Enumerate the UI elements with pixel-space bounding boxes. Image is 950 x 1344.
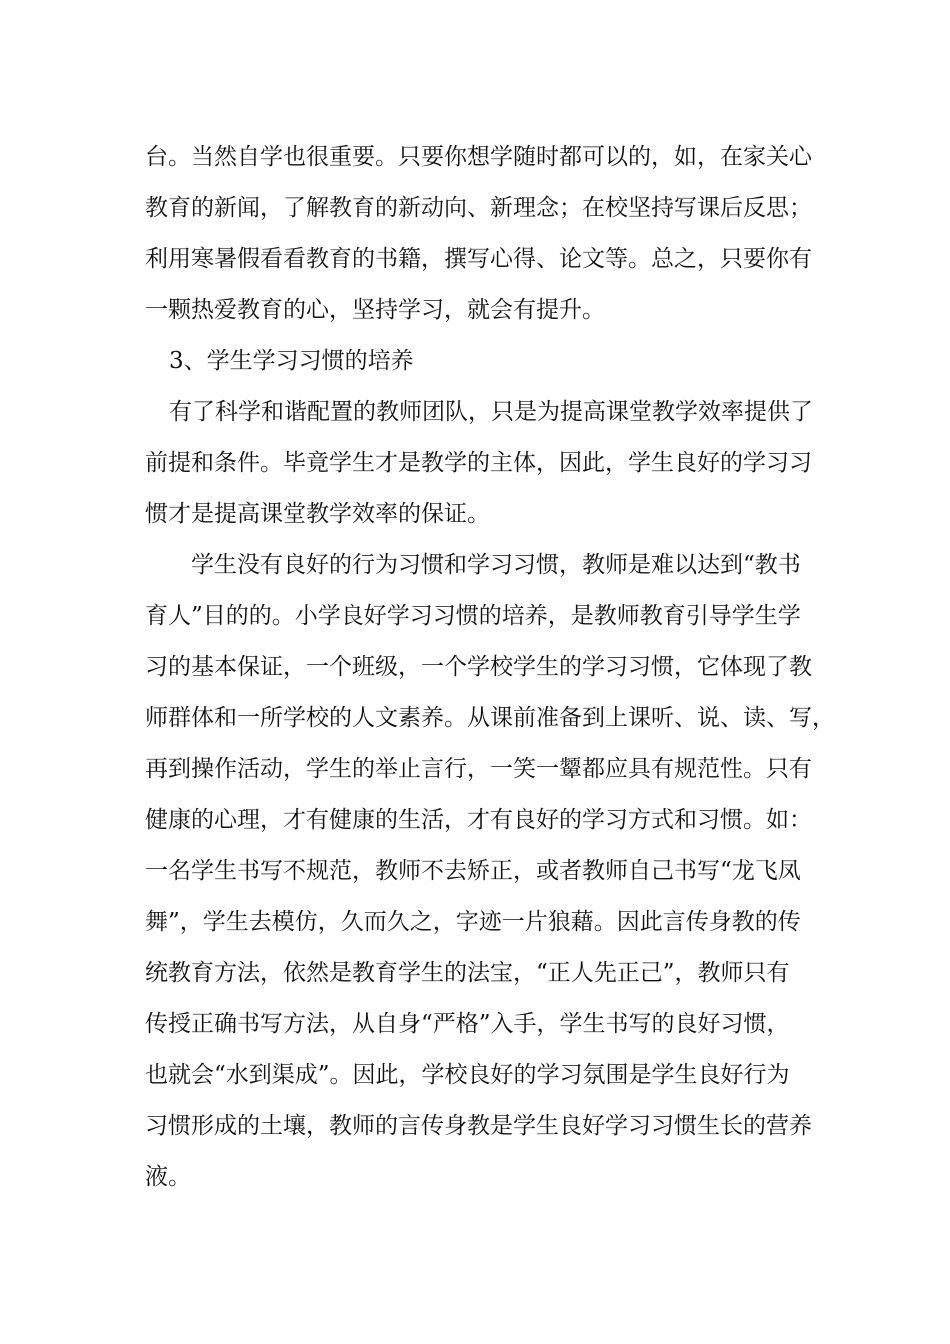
text-line: 教育的新闻，了解教育的新动向、新理念；在校坚持写课后反思； bbox=[145, 195, 812, 221]
text-line: 传授正确书写方法，从自身“严格”入手，学生书写的良好习惯， bbox=[145, 1011, 790, 1037]
text-line: 台。当然自学也很重要。只要你想学随时都可以的，如，在家关心 bbox=[145, 144, 812, 170]
text-line: 前提和条件。毕竟学生才是教学的主体，因此，学生良好的学习习 bbox=[145, 450, 812, 476]
document-body bbox=[145, 132, 835, 1203]
text-line: 习惯形成的土壤，教师的言传身教是学生良好学习习惯生长的营养 bbox=[145, 1113, 812, 1139]
text-line: 再到操作活动，学生的举止言行，一笑一颦都应具有规范性。只有 bbox=[145, 756, 812, 782]
text-line: 液。 bbox=[145, 1164, 191, 1190]
text-line: 舞”，学生去模仿，久而久之，字迹一片狼藉。因此言传身教的传 bbox=[145, 909, 801, 935]
text-line: 健康的心理，才有健康的生活，才有良好的学习方式和习惯。如： bbox=[145, 807, 812, 833]
text-line: 惯才是提高课堂教学效率的保证。 bbox=[145, 501, 490, 527]
text-line: 一颗热爱教育的心，坚持学习，就会有提升。 bbox=[145, 297, 605, 323]
text-line: 统教育方法，依然是教育学生的法宝，“正人先正己”，教师只有 bbox=[145, 960, 790, 986]
text-line: 习的基本保证，一个班级，一个学校学生的学习习惯，它体现了教 bbox=[145, 654, 812, 680]
section-heading: 3、学生学习习惯的培养 bbox=[169, 348, 414, 374]
text-line: 学生没有良好的行为习惯和学习习惯，教师是难以达到“教书 bbox=[191, 552, 801, 578]
text-line: 师群体和一所学校的人文素养。从课前准备到上课听、说、读、写， bbox=[145, 705, 835, 731]
text-line: 一名学生书写不规范，教师不去矫正，或者教师自己书写“龙飞凤 bbox=[145, 858, 801, 884]
text-line: 也就会“水到渠成”。因此，学校良好的学习氛围是学生良好行为 bbox=[145, 1062, 790, 1088]
text-line: 育人”目的的。小学良好学习习惯的培养，是教师教育引导学生学 bbox=[145, 603, 801, 629]
text-line: 利用寒暑假看看教育的书籍，撰写心得、论文等。总之，只要你有 bbox=[145, 246, 812, 272]
text-line: 有了科学和谐配置的教师团队，只是为提高课堂教学效率提供了 bbox=[169, 399, 813, 425]
